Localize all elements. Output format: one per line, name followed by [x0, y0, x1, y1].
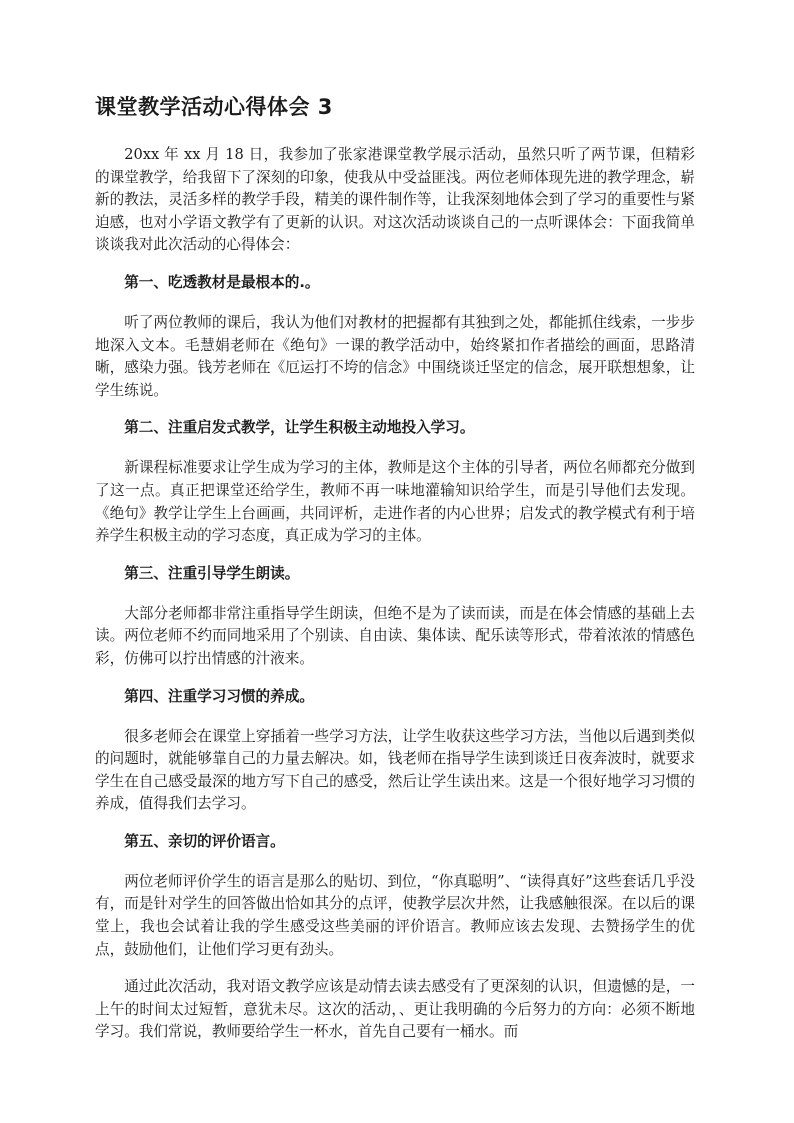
section-paragraph-5: 两位老师评价学生的语言是那么的贴切、到位，“你真聪明”、“读得真好”这些套话几乎没有，而是针对学生的回答做出恰如其分的点评，使教学层次井然，让我感触很深。在以后的课堂上，我也会试着让我的学生感受这些美丽的评价语言。教师应该去发现、去赞扬学生的优点，鼓励他们，让他们学习更有劲头。 [95, 872, 695, 958]
section-paragraph-1: 听了两位教师的课后，我认为他们对教材的把握都有其独到之处，都能抓住线索，一步步地深入文本。毛慧娟老师在《绝句》一课的教学活动中，始终紧扣作者描绘的画面，思路清晰，感染力强。钱芳老师在《厄运打不垮的信念》中围绕谈迁坚定的信念，展开联想想象，让学生练说。 [95, 313, 695, 399]
section-paragraph-4: 很多老师会在课堂上穿插着一些学习方法，让学生收获这些学习方法，当他以后遇到类似的问题时，就能够靠自己的力量去解决。如，钱老师在指导学生读到谈迁日夜奔波时，就要求学生在自己感受最深的地方写下自己的感受，然后让学生读出来。这是一个很好地学习习惯的养成，值得我们去学习。 [95, 727, 695, 813]
closing-paragraph: 通过此次活动，我对语文教学应该是动情去读去感受有了更深刻的认识，但遗憾的是，一上午的时间太过短暂，意犹未尽。这次的活动，、更让我明确的今后努力的方向：必须不断地学习。我们常说，教师要给学生一杯水，首先自己要有一桶水。而 [95, 978, 695, 1041]
section-heading-3: 第三、注重引导学生朗读。 [124, 564, 300, 582]
section-heading-4: 第四、注重学习习惯的养成。 [124, 687, 314, 705]
document-title: 课堂教学活动心得体会 3 [95, 95, 333, 119]
intro-paragraph: 20xx 年 xx 月 18 日，我参加了张家港课堂教学展示活动，虽然只听了两节课，但精彩的课堂教学，给我留下了深刻的印象，使我从中受益匪浅。两位老师体现先进的教学理念，崭新的教法，灵活多样的教学手段，精美的课件制作等，让我深刻地体会到了学习的重要性与紧迫感，也对小学语文教学有了更新的认识。对这次活动谈谈自己的一点听课体会：下面我简单谈谈我对此次活动的心得体会： [95, 146, 695, 254]
section-heading-2: 第二、注重启发式教学，让学生积极主动地投入学习。 [124, 419, 475, 437]
section-heading-1: 第一、吃透教材是最根本的.。 [124, 273, 320, 291]
section-heading-5: 第五、亲切的评价语言。 [124, 832, 285, 850]
document-page [95, 92, 695, 1059]
section-paragraph-3: 大部分老师都非常注重指导学生朗读，但绝不是为了读而读，而是在体会情感的基础上去读。两位老师不约而同地采用了个别读、自由读、集体读、配乐读等形式，带着浓浓的情感色彩，仿佛可以拧出情感的汁液来。 [95, 604, 695, 667]
section-paragraph-2: 新课程标准要求让学生成为学习的主体，教师是这个主体的引导者，两位名师都充分做到了这一点。真正把课堂还给学生，教师不再一味地灌输知识给学生，而是引导他们去发现。《绝句》教学让学生上台画画，共同评析，走进作者的内心世界；启发式的教学模式有利于培养学生积极主动的学习态度，真正成为学习的主体。 [95, 459, 695, 545]
